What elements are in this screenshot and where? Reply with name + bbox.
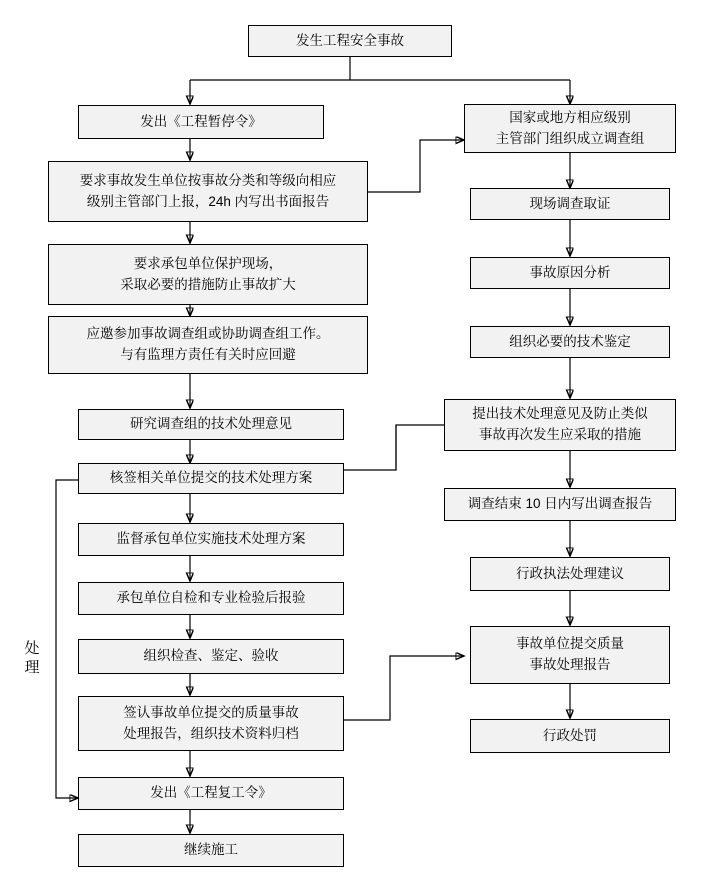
node-propose-measures[interactable] bbox=[444, 399, 676, 451]
node-study-technical-opinion[interactable] bbox=[78, 409, 344, 440]
node-line: 承包单位自检和专业检验后报验 bbox=[116, 590, 306, 606]
node-line: 签认事故单位提交的质量事故 bbox=[123, 704, 299, 720]
node-line: 国家或地方相应级别 bbox=[509, 109, 631, 125]
node-line: 事故原因分析 bbox=[529, 264, 611, 280]
node-line: 与有监理方责任有关时应回避 bbox=[120, 347, 296, 362]
node-line: 发出《工程暂停令》 bbox=[140, 113, 262, 129]
node-investigation-report-10-days[interactable] bbox=[444, 488, 676, 521]
node-line: 调查结束 10 日内写出调查报告 bbox=[467, 496, 653, 512]
node-line: 组织检查、鉴定、验收 bbox=[143, 648, 279, 664]
node-line: 事故单位提交质量 bbox=[516, 636, 624, 652]
node-organize-inspection-acceptance[interactable] bbox=[78, 639, 344, 674]
node-administrative-enforcement-advice[interactable] bbox=[470, 557, 670, 591]
node-line: 行政执法处理建议 bbox=[516, 565, 624, 581]
node-line: 核签相关单位提交的技术处理方案 bbox=[109, 470, 313, 486]
node-line: 发出《工程复工令》 bbox=[150, 785, 272, 801]
node-line: 现场调查取证 bbox=[529, 195, 611, 211]
node-issue-resumption-order[interactable] bbox=[78, 777, 344, 810]
node-line: 应邀参加事故调查组或协助调查组工作。 bbox=[86, 326, 330, 342]
node-sign-report-and-archive[interactable] bbox=[78, 696, 344, 751]
node-issue-suspension-order[interactable] bbox=[78, 105, 324, 139]
node-line: 事故再次发生应采取的措施 bbox=[479, 427, 641, 442]
node-report-within-24h[interactable] bbox=[48, 161, 368, 222]
node-form-investigation-group[interactable] bbox=[464, 104, 676, 153]
node-line: 事故处理报告 bbox=[529, 657, 611, 672]
node-line: 继续施工 bbox=[184, 842, 238, 858]
node-line: 发生工程安全事故 bbox=[296, 32, 404, 48]
node-line: 处理报告，组织技术资料归档 bbox=[123, 725, 299, 741]
node-line: 要求承包单位保护现场， bbox=[133, 255, 283, 271]
side-label-handling: 处理 bbox=[24, 640, 40, 676]
node-line: 行政处罚 bbox=[543, 727, 597, 743]
node-line: 主管部门组织成立调查组 bbox=[495, 130, 645, 146]
node-administrative-penalty[interactable] bbox=[470, 719, 670, 753]
node-line: 组织必要的技术鉴定 bbox=[509, 333, 631, 349]
node-line: 级别主管部门上报，24h 内写出书面报告 bbox=[86, 193, 330, 209]
node-join-investigation-group[interactable] bbox=[48, 316, 368, 374]
node-accident-occurs[interactable] bbox=[248, 25, 452, 57]
node-line: 提出技术处理意见及防止类似 bbox=[472, 406, 648, 422]
node-line: 研究调查组的技术处理意见 bbox=[130, 416, 292, 432]
node-cause-analysis[interactable] bbox=[470, 257, 670, 289]
node-supervise-implementation[interactable] bbox=[78, 523, 344, 556]
node-site-investigation[interactable] bbox=[470, 188, 670, 220]
node-line: 要求事故发生单位按事故分类和等级向相应 bbox=[79, 172, 337, 188]
node-line: 监督承包单位实施技术处理方案 bbox=[116, 531, 306, 547]
node-submit-quality-accident-report[interactable] bbox=[470, 626, 670, 684]
node-countersign-technical-plan[interactable] bbox=[78, 463, 344, 494]
node-self-inspection-and-acceptance[interactable] bbox=[78, 582, 344, 615]
node-technical-appraisal[interactable] bbox=[470, 326, 670, 358]
node-protect-site[interactable] bbox=[48, 244, 368, 305]
node-continue-construction[interactable] bbox=[78, 834, 344, 867]
node-line: 采取必要的措施防止事故扩大 bbox=[120, 276, 296, 292]
